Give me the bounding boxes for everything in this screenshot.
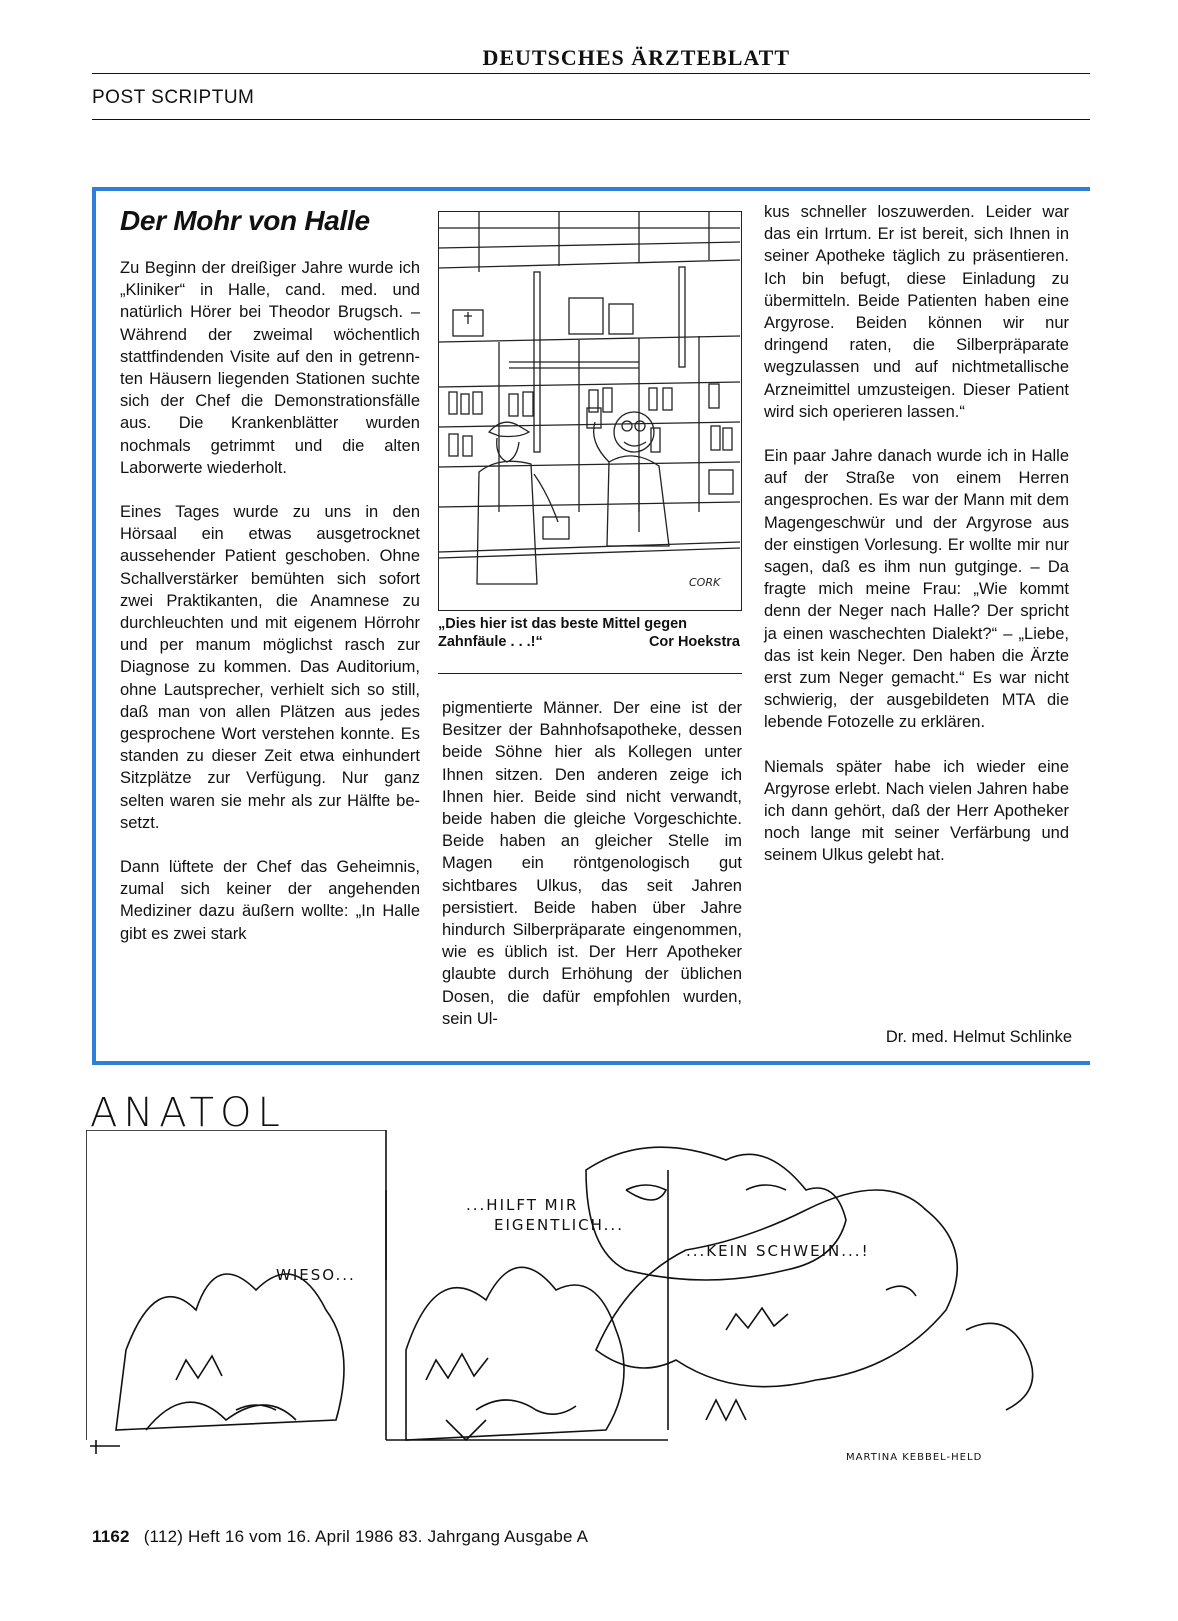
cartoon-caption xyxy=(438,615,742,651)
article-title: Der Mohr von Halle xyxy=(120,205,370,236)
cartoon-signature: CORK xyxy=(689,576,721,589)
paragraph: Zu Beginn der dreißiger Jahre wurde ich „Kliniker“ in Halle, cand. med. und natürlich Hörer bei Theodor Brugsch. – Während der zweimal wöchentlich stattfindenden Visite auf den in getrennten Häusern liegenden Stationen suchte sich der Chef die Demonstrationsfälle aus. Die Krankenblätter wurden nochmals getrimmt und die alten Laborwerte wiederholt. xyxy=(120,259,420,477)
paragraph: pigmentierte Männer. Der eine ist der Besitzer der Bahnhofsapotheke, dessen beide Söhne hier als Kollegen unter Ihnen sitzen. Den anderen zeige ich Ihnen hier. Beide sind nicht verwandt, beide haben die gleiche Vorgeschichte. Beide haben an gleicher Stelle im Magen ein röntgenologisch gut sichtbares Ulkus, das seit Jahren persistiert. Beide haben über Jahre hindurch Silberpräparate eingenommen, wie es üblich ist. Der Herr Apotheker glaubte durch Erhöhung der üblichen Dosen, die dafür empfohlen wurden, sein Ul- xyxy=(442,699,742,1028)
comic-artist: MARTINA KEBBEL-HELD xyxy=(846,1452,983,1460)
section-label: POST SCRIPTUM xyxy=(92,76,1090,120)
paragraph: Dann lüftete der Chef das Geheimnis, zumal sich keiner der angehenden Mediziner dazu äußern wollte: „In Halle gibt es zwei stark xyxy=(120,858,420,943)
panel2-speech-line1: ...HILFT MIR xyxy=(466,1196,579,1214)
panel2-speech-line2: EIGENTLICH... xyxy=(494,1216,624,1234)
comic-title: ANATOL xyxy=(90,1090,286,1136)
panel3-speech: ...KEIN SCHWEIN...! xyxy=(686,1242,870,1260)
comic-drawing xyxy=(86,1130,1086,1460)
masthead xyxy=(92,44,1090,74)
caption-text: „Dies hier ist das beste Mittel gegen Zahnfäule . . .!“ xyxy=(438,616,687,650)
page-number: 1162 xyxy=(92,1527,130,1546)
article-column-1 xyxy=(120,257,420,945)
page-footer xyxy=(92,1527,588,1547)
paragraph: Eines Tages wurde zu uns in den Hörsaal ein etwas ausgetrocknet aussehender Patient geschoben. Ohne Schallverstärker bemühten sich sofort zwei Praktikanten, die Anamnese zu durchleuchten und mit eigenem Hörrohr und per manum möglichst rasch zur Diagnose zu kommen. Das Auditorium, ohne Lautsprecher, verhielt sich so still, daß man von allen Plätzen aus jedes gesprochene Wort verstehen konnte. Es standen zu dieser Zeit etwa einhundert Sitzplätze zur Verfügung. Nur ganz selten waren sie mehr als zur Hälfte besetzt. xyxy=(120,503,420,832)
paragraph: Ein paar Jahre danach wurde ich in Halle auf der Straße von einem Herren angesprochen. Es war der Mann mit dem Magengeschwür und der Argyrose aus der einstigen Vorlesung. Er wollte mir nur sagen, daß es ihm nun gutginge. – Da fragte mich meine Frau: „Wie kommt denn der Neger nach Halle? Der spricht ja einen waschechten Dialekt?“ – „Liebe, das ist kein Neger. Den haben die Ärzte erst zum Neger gemacht.“ Es war nicht schwierig, der ausgebildeten MTA die lebende Fotozelle zu erklären. xyxy=(764,447,1069,732)
paragraph: Niemals später habe ich wieder eine Argyrose erlebt. Nach vielen Jahren habe ich dann gehört, daß der Herr Apotheker noch lange mit seiner Verfärbung und seinem Ulkus gelebt hat. xyxy=(764,757,1069,865)
article-box xyxy=(92,187,1090,1065)
pharmacy-cartoon xyxy=(438,211,742,611)
panel1-speech: WIESO... xyxy=(276,1266,356,1284)
masthead-title: DEUTSCHES ÄRZTEBLATT xyxy=(482,45,790,70)
anatol-comic-strip xyxy=(86,1130,1086,1460)
author-signature: Dr. med. Helmut Schlinke xyxy=(885,1028,1072,1046)
paragraph: kus schneller loszuwerden. Leider war das ein Irrtum. Er ist bereit, sich Ihnen in seiner Apotheke täglich zu präsentieren. Ich bin befugt, diese Einladung zu übermitteln. Beide Patienten haben eine Argyrose. Beiden können wir nur dringend raten, die Silberpräparate wegzulassen und auf nichtmetallische Arzneimittel umzusteigen. Dieser Patient wird sich operieren lassen.“ xyxy=(764,203,1069,421)
article-column-2 xyxy=(442,697,742,1030)
caption-credit: Cor Hoekstra xyxy=(648,634,740,650)
article-column-3 xyxy=(764,201,1069,889)
caption-divider xyxy=(438,673,742,674)
issue-info: (112) Heft 16 vom 16. April 1986 83. Jahrgang Ausgabe A xyxy=(143,1527,589,1546)
pharmacy-cartoon-drawing xyxy=(439,212,740,609)
